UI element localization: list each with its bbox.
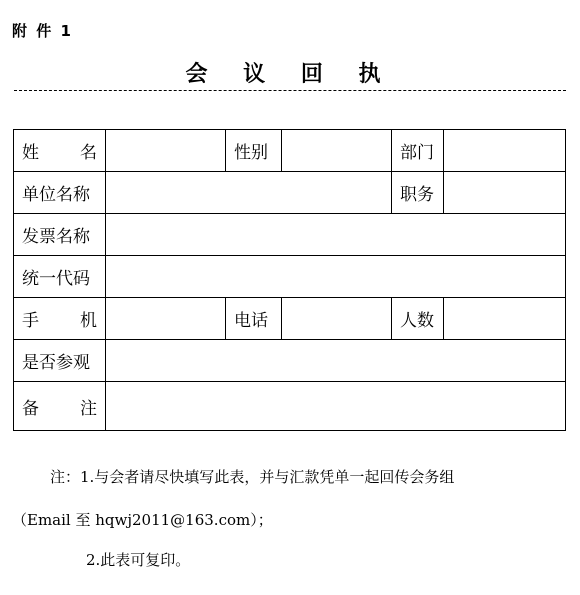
name-field[interactable] bbox=[106, 130, 226, 172]
note-line-3: 2.此表可复印。 bbox=[86, 551, 191, 569]
position-field[interactable] bbox=[444, 172, 566, 214]
headcount-label: 人数 bbox=[392, 298, 444, 340]
headcount-field[interactable] bbox=[444, 298, 566, 340]
gender-field[interactable] bbox=[282, 130, 392, 172]
name-label: 姓 名 bbox=[14, 130, 106, 172]
dashed-divider bbox=[14, 90, 566, 91]
mobile-field[interactable] bbox=[106, 298, 226, 340]
credit-code-field[interactable] bbox=[106, 256, 566, 298]
invoice-name-field[interactable] bbox=[106, 214, 566, 256]
reply-form-table bbox=[13, 129, 566, 431]
phone-field[interactable] bbox=[282, 298, 392, 340]
note-line-2: （Email 至 hqwj2011@163.com）； bbox=[12, 511, 273, 529]
attachment-label: 附 件 1 bbox=[12, 22, 73, 40]
unit-name-label: 单位名称 bbox=[14, 172, 106, 214]
visit-label: 是否参观 bbox=[14, 340, 106, 382]
department-label: 部门 bbox=[392, 130, 444, 172]
note-line-1: 注：1.与会者请尽快填写此表，并与汇款凭单一起回传会务组 bbox=[50, 468, 455, 486]
invoice-name-label: 发票名称 bbox=[14, 214, 106, 256]
phone-label: 电话 bbox=[226, 298, 282, 340]
remark-label: 备 注 bbox=[14, 382, 106, 431]
mobile-label: 手 机 bbox=[14, 298, 106, 340]
unit-name-field[interactable] bbox=[106, 172, 392, 214]
gender-label: 性别 bbox=[226, 130, 282, 172]
page-title: 会 议 回 执 bbox=[185, 61, 395, 87]
department-field[interactable] bbox=[444, 130, 566, 172]
remark-field[interactable] bbox=[106, 382, 566, 431]
credit-code-label: 统一代码 bbox=[14, 256, 106, 298]
visit-field[interactable] bbox=[106, 340, 566, 382]
position-label: 职务 bbox=[392, 172, 444, 214]
